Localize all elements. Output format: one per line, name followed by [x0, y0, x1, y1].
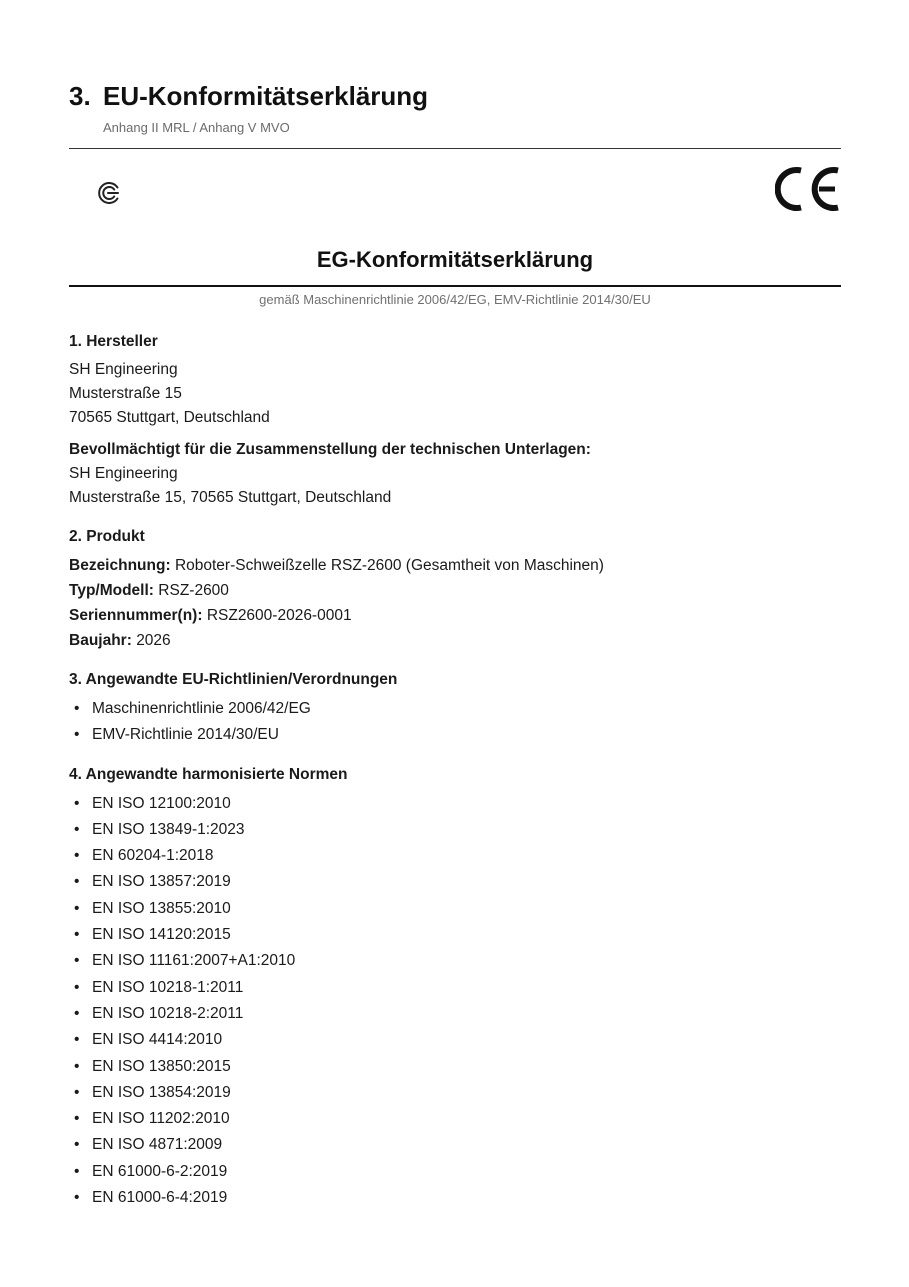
declaration-body [69, 330, 841, 1211]
declaration-title: EG-Konformitätserklärung [316, 247, 594, 272]
title-divider [69, 285, 841, 287]
chapter-number: 3. [69, 81, 91, 111]
chapter-subtitle: Anhang II MRL / Anhang V MVO [103, 120, 290, 135]
directives-list [69, 696, 841, 749]
field-value: 2026 [136, 632, 171, 649]
list-item: • EMV-Richtlinie 2014/30/EU [69, 722, 841, 748]
field-label: Typ/Modell: [69, 582, 154, 599]
manufacturer-city: 70565 Stuttgart, Deutschland [69, 409, 270, 426]
product-designation [69, 553, 841, 578]
list-item: • EN ISO 13855:2010 [69, 896, 841, 922]
declaration-subtitle: gemäß Maschinenrichtlinie 2006/42/EG, EMV-Richtlinie 2014/30/EU [259, 292, 651, 307]
list-item: • EN ISO 11161:2007+A1:2010 [69, 948, 841, 974]
list-item: • EN ISO 11202:2010 [69, 1106, 841, 1132]
manufacturer-heading: 1. Hersteller [69, 333, 158, 350]
product-serial [69, 603, 841, 628]
list-item: • EN ISO 13850:2015 [69, 1054, 841, 1080]
header-divider [69, 148, 841, 149]
product-year [69, 628, 841, 653]
product-model [69, 578, 841, 603]
field-value: RSZ2600-2026-0001 [206, 607, 352, 624]
authorized-address: Musterstraße 15, 70565 Stuttgart, Deutschland [69, 489, 392, 506]
field-value: RSZ-2600 [158, 582, 229, 599]
standards-heading: 4. Angewandte harmonisierte Normen [69, 765, 348, 783]
concentric-c-logo-icon [97, 181, 121, 205]
list-item: • EN ISO 10218-2:2011 [69, 1001, 841, 1027]
field-label: Baujahr: [69, 632, 132, 649]
list-item: • EN ISO 13857:2019 [69, 869, 841, 895]
authorized-heading: Bevollmächtigt für die Zusammenstellung der technischen Unterlagen: [69, 441, 591, 458]
list-item: • Maschinenrichtlinie 2006/42/EG [69, 696, 841, 722]
list-item: • EN ISO 10218-1:2011 [69, 975, 841, 1001]
list-item: • EN 61000-6-4:2019 [69, 1185, 841, 1211]
authorized-name: SH Engineering [69, 465, 178, 482]
chapter-heading [69, 81, 428, 112]
field-value: Roboter-Schweißzelle RSZ-2600 (Gesamtheit von Maschinen) [174, 557, 604, 574]
list-item: • EN 60204-1:2018 [69, 843, 841, 869]
list-item: • EN ISO 12100:2010 [69, 791, 841, 817]
list-item: • EN 61000-6-2:2019 [69, 1159, 841, 1185]
directives-heading: 3. Angewandte EU-Richtlinien/Verordnungen [69, 671, 398, 688]
product-heading: 2. Produkt [69, 528, 145, 545]
list-item: • EN ISO 4414:2010 [69, 1027, 841, 1053]
standards-list [69, 791, 841, 1212]
chapter-title: EU-Konformitätserklärung [103, 81, 429, 111]
field-label: Bezeichnung: [69, 557, 171, 574]
list-item: • EN ISO 13849-1:2023 [69, 817, 841, 843]
manufacturer-name: SH Engineering [69, 361, 178, 378]
field-label: Seriennummer(n): [69, 607, 203, 624]
list-item: • EN ISO 14120:2015 [69, 922, 841, 948]
list-item: • EN ISO 4871:2009 [69, 1132, 841, 1158]
manufacturer-street: Musterstraße 15 [69, 385, 182, 402]
ce-mark-icon [775, 164, 841, 214]
list-item: • EN ISO 13854:2019 [69, 1080, 841, 1106]
